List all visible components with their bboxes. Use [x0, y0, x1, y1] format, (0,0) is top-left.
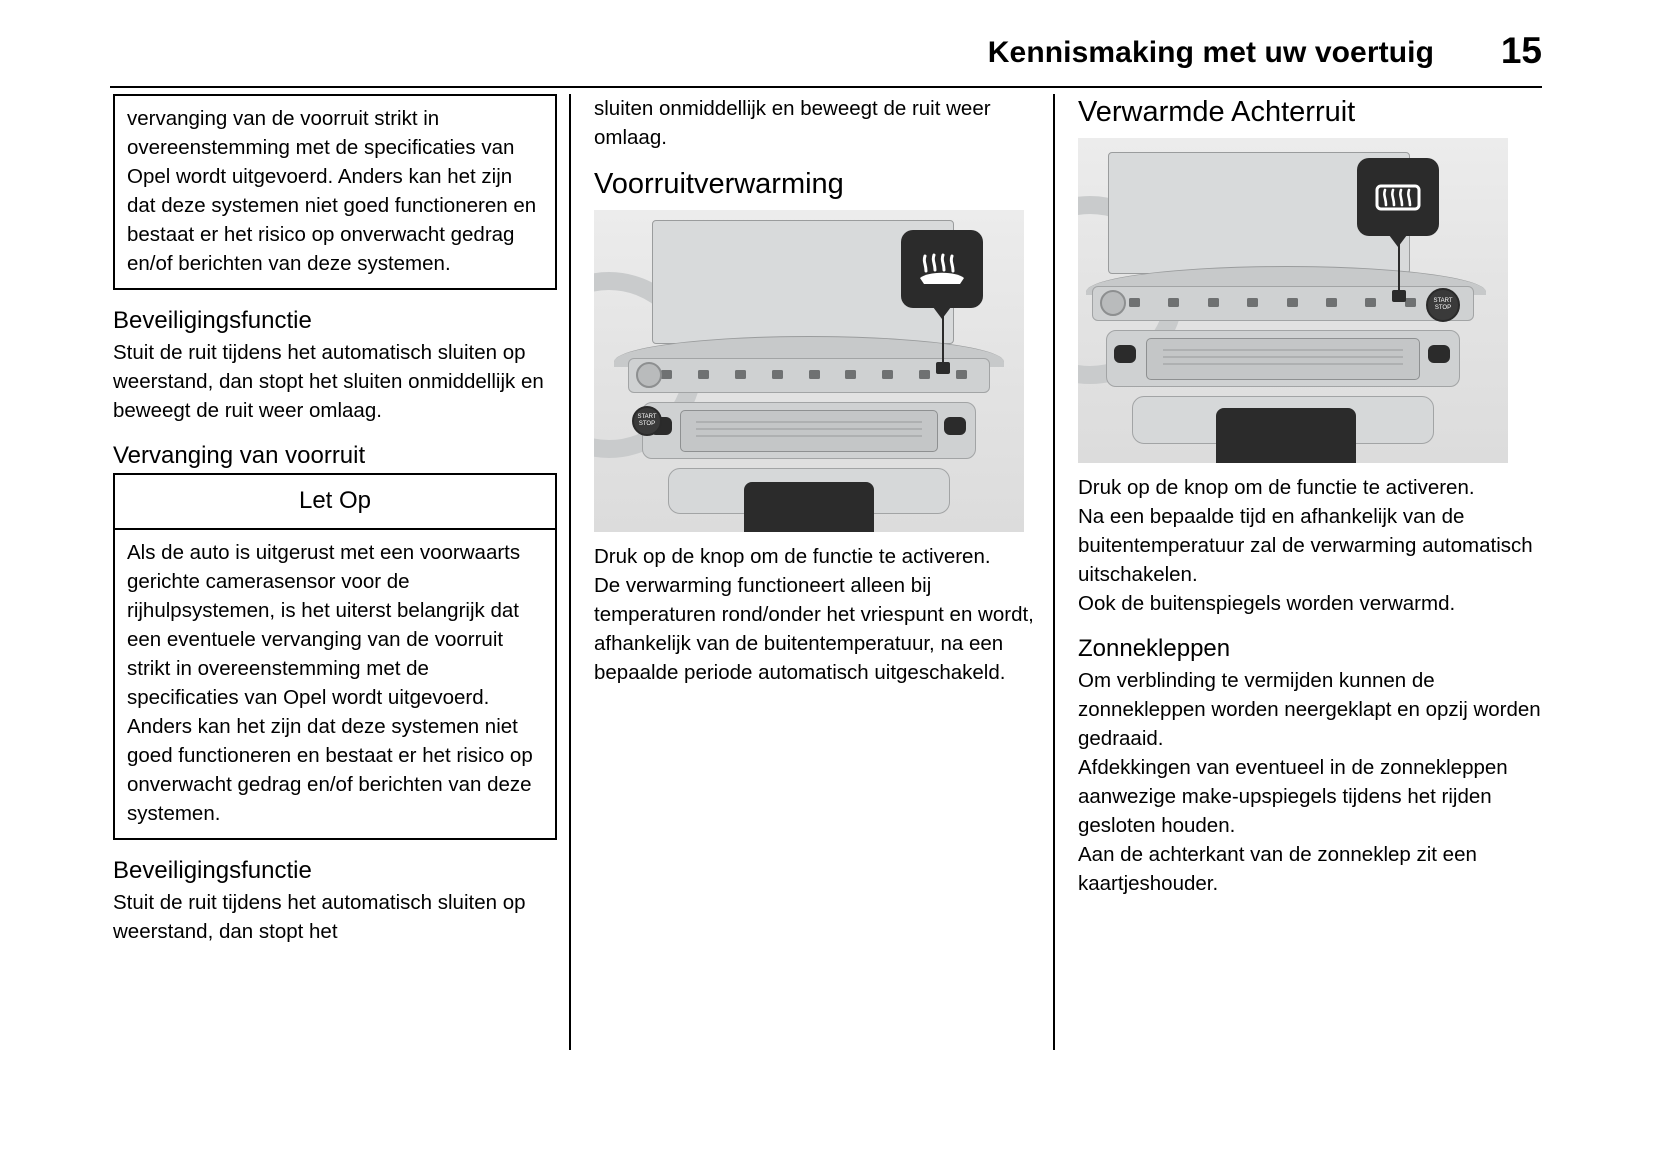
air-vent-shape-2 — [1146, 338, 1420, 380]
text-sunvisors-1: Om verblinding te vermijden kunnen de zonnekleppen worden neergeklapt en opzij worden gedraaid. — [1078, 669, 1541, 750]
hazard-light-button-2[interactable] — [1428, 345, 1450, 363]
text-continuation: sluiten onmiddellijk en beweegt de ruit weer omlaag. — [594, 97, 991, 149]
footwell-shadow — [744, 482, 874, 532]
heading-zonnekleppen: Zonnekleppen — [1078, 635, 1231, 662]
callout-target-marker — [936, 362, 950, 374]
callout-tail-2 — [1389, 235, 1407, 247]
callout-target-marker-2 — [1392, 290, 1406, 302]
column-2 — [594, 94, 1038, 687]
column-divider-2 — [1053, 94, 1055, 1050]
text-beveiligingsfunctie-2: Stuit de ruit tijdens het automatisch sluiten op weerstand, dan stopt het — [113, 891, 526, 943]
heading-vervanging-voorruit: Vervanging van voorruit — [113, 442, 366, 469]
notice-box-text: Als de auto is uitgerust met een voorwaarts gerichte camerasensor voor de rijhulpsystemen, is het uiterst belangrijk dat een eventuele vervanging van de voorruit strikt in overeenstemming met de specificaties van Opel wordt uitgevoerd. Anders kan het zijn dat deze systemen niet goed functioneren en bestaat er het risico op onverwacht gedrag en/of berichten van deze systemen. — [127, 541, 533, 825]
temp-down-button-icon-2[interactable] — [1247, 298, 1258, 307]
notice-continuation-box — [113, 94, 557, 290]
recirculation-button-icon-2[interactable] — [1208, 298, 1219, 307]
page-header — [110, 30, 1542, 88]
seat-heat-button-icon-2[interactable] — [1365, 298, 1376, 307]
callout-windshield-defrost — [901, 230, 983, 308]
vent-slats — [696, 421, 921, 440]
start-stop-button-2[interactable]: START STOP — [1426, 288, 1460, 322]
volume-knob-2[interactable] — [1100, 290, 1126, 316]
vent-slats-2 — [1163, 349, 1402, 368]
header-divider — [110, 86, 1542, 88]
recirculation-button-icon[interactable] — [735, 370, 746, 379]
column-3 — [1078, 94, 1542, 898]
hazard-light-button[interactable] — [944, 417, 966, 435]
start-stop-button[interactable]: START STOP — [632, 406, 662, 436]
fan-button-icon[interactable] — [809, 370, 820, 379]
heading-beveiligingsfunctie-2: Beveiligingsfunctie — [113, 857, 312, 884]
auto-button-icon-2[interactable] — [1168, 298, 1179, 307]
text-sunvisors-2: Afdekkingen van eventueel in de zonnekleppen aanwezige make-upspiegels tijdens het rijden gesloten houden. — [1078, 756, 1508, 837]
column-divider-1 — [569, 94, 571, 1050]
column-1 — [113, 94, 557, 946]
rear-defrost-button-icon[interactable] — [919, 370, 930, 379]
climate-button-icon-2[interactable] — [1129, 298, 1140, 307]
text-mirrors-heated: Ook de buitenspiegels worden verwarmd. — [1078, 592, 1456, 615]
rear-window-defrost-icon — [1372, 179, 1424, 215]
seat-heat-button-icon[interactable] — [882, 370, 893, 379]
heading-verwarmde-achterruit: Verwarmde Achterruit — [1078, 96, 1356, 128]
climate-button-icon[interactable] — [661, 370, 672, 379]
heading-beveiligingsfunctie: Beveiligingsfunctie — [113, 307, 312, 334]
temp-up-button-icon-2[interactable] — [1326, 298, 1337, 307]
volume-knob[interactable] — [636, 362, 662, 388]
auto-button-icon[interactable] — [698, 370, 709, 379]
rear-defrost-button-icon-2[interactable] — [1405, 298, 1416, 307]
text-activate-instruction-2: Druk op de knop om de functie te activeren. — [1078, 476, 1475, 499]
text-auto-shutoff: Na een bepaalde tijd en afhankelijk van de buitentemperatuur zal de verwarming automatisch uitschakelen. — [1078, 505, 1533, 586]
fan-button-icon-2[interactable] — [1287, 298, 1298, 307]
figure-windshield-heating — [594, 210, 1024, 532]
notice-box-let-op — [113, 473, 557, 840]
heading-voorruitverwarming: Voorruitverwarming — [594, 168, 844, 200]
temp-up-button-icon[interactable] — [845, 370, 856, 379]
text-sunvisors-3: Aan de achterkant van de zonneklep zit een kaartjeshouder. — [1078, 843, 1477, 895]
page-title: Kennismaking met uw voertuig — [987, 36, 1434, 69]
windshield-defrost-button-icon[interactable] — [956, 370, 967, 379]
climate-buttons-row — [654, 362, 974, 387]
air-vent-shape — [680, 410, 938, 452]
notice-continuation-text: vervanging van de voorruit strikt in overeenstemming met de specificaties van Opel wordt uitgevoerd. Anders kan het zijn dat deze systemen niet goed functioneren en bestaat er het risico op onverwacht gedrag en/of berichten van deze systemen. — [127, 107, 537, 275]
central-lock-button-2[interactable] — [1114, 345, 1136, 363]
figure-rear-window-heating — [1078, 138, 1508, 463]
temp-down-button-icon[interactable] — [772, 370, 783, 379]
notice-box-title: Let Op — [115, 475, 555, 530]
page-number: 15 — [1500, 30, 1542, 71]
text-beveiligingsfunctie: Stuit de ruit tijdens het automatisch sluiten op weerstand, dan stopt het sluiten onmiddellijk en beweegt de ruit weer omlaag. — [113, 341, 544, 422]
text-heating-conditions: De verwarming functioneert alleen bij temperaturen rond/onder het vriespunt en wordt, afhankelijk van de buitentemperatuur, na een bepaalde periode automatisch uitgeschakeld. — [594, 574, 1034, 684]
climate-buttons-row-2 — [1122, 290, 1462, 315]
callout-rear-defrost — [1357, 158, 1439, 236]
windshield-defrost-icon — [916, 251, 968, 287]
text-activate-instruction: Druk op de knop om de functie te activeren. — [594, 545, 991, 568]
callout-tail — [933, 307, 951, 319]
footwell-shadow-2 — [1216, 408, 1356, 463]
